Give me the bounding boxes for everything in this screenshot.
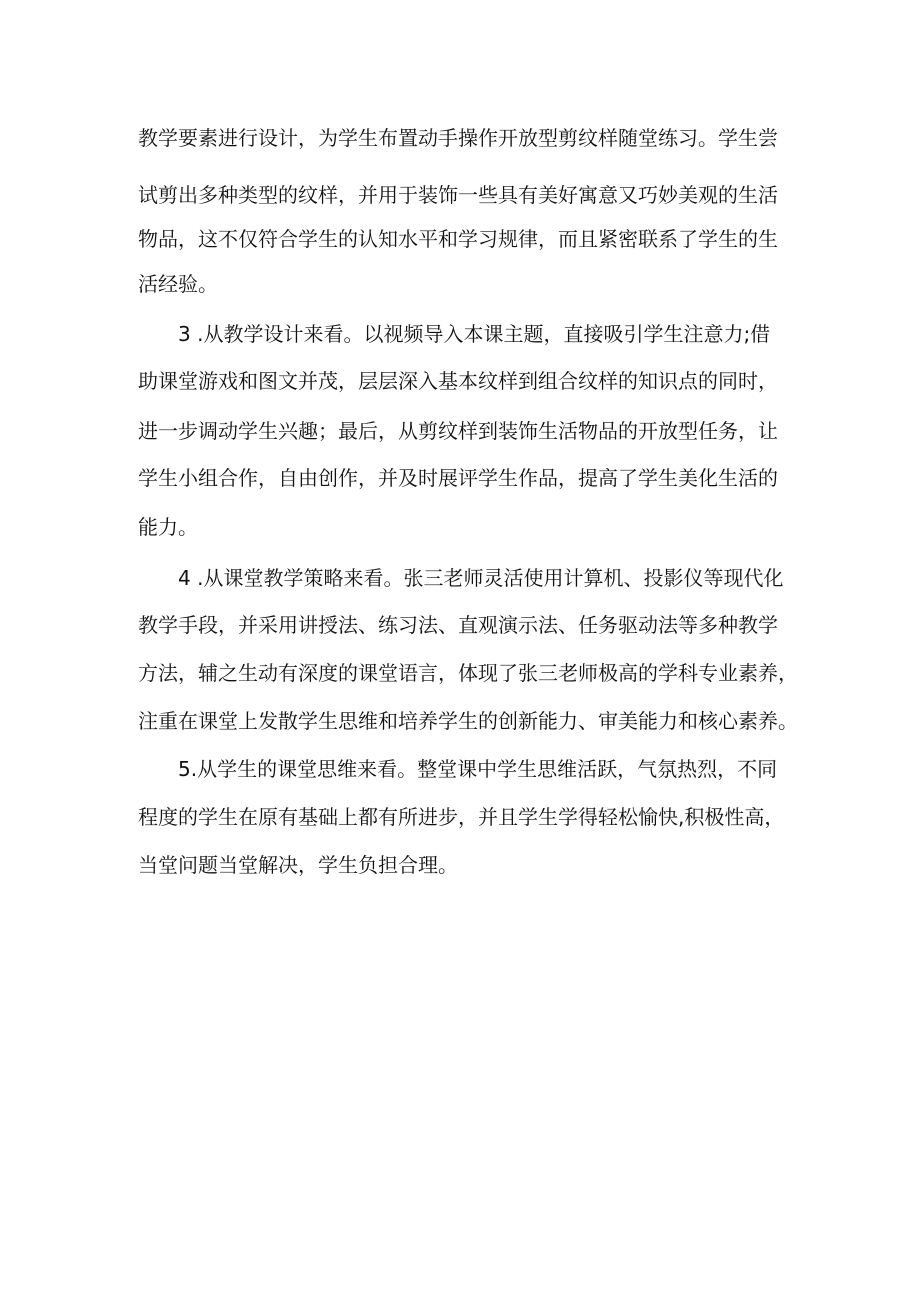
- text-line: 教学要素进行设计，为学生布置动手操作开放型剪纹样随堂练习。学生尝: [138, 126, 778, 150]
- text-line: 进一步调动学生兴趣；最后，从剪纹样到装饰生活物品的开放型任务，让: [138, 419, 778, 443]
- text-line: 4 .从课堂教学策略来看。张三老师灵活使用计算机、投影仪等现代化: [178, 566, 784, 590]
- text-line: 能力。: [138, 515, 198, 539]
- text-line: 试剪出多种类型的纹样，并用于装饰一些具有美好寓意又巧妙美观的生活: [138, 183, 778, 207]
- text-line: 助课堂游戏和图文并茂，层层深入基本纹样到组合纹样的知识点的同时，: [138, 369, 778, 393]
- text-line: 学生小组合作，自由创作，并及时展评学生作品，提高了学生美化生活的: [138, 466, 778, 490]
- text-line: 3 .从教学设计来看。以视频导入本课主题，直接吸引学生注意力;借: [178, 322, 771, 346]
- text-line: 教学手段，并采用讲授法、练习法、直观演示法、任务驱动法等多种教学: [138, 613, 778, 637]
- text-line: 程度的学生在原有基础上都有所进步，并且学生学得轻松愉快,积极性高，: [138, 805, 785, 829]
- text-line: 活经验。: [138, 272, 218, 296]
- text-line: 当堂问题当堂解决，学生负担合理。: [138, 853, 458, 877]
- text-line: 5.从学生的课堂思维来看。整堂课中学生思维活跃，气氛热烈，不同: [178, 757, 778, 781]
- text-line: 注重在课堂上发散学生思维和培养学生的创新能力、审美能力和核心素养。: [138, 709, 798, 733]
- text-line: 物品，这不仅符合学生的认知水平和学习规律，而且紧密联系了学生的生: [138, 227, 778, 251]
- text-line: 方法，辅之生动有深度的课堂语言，体现了张三老师极高的学科专业素养，: [138, 661, 798, 685]
